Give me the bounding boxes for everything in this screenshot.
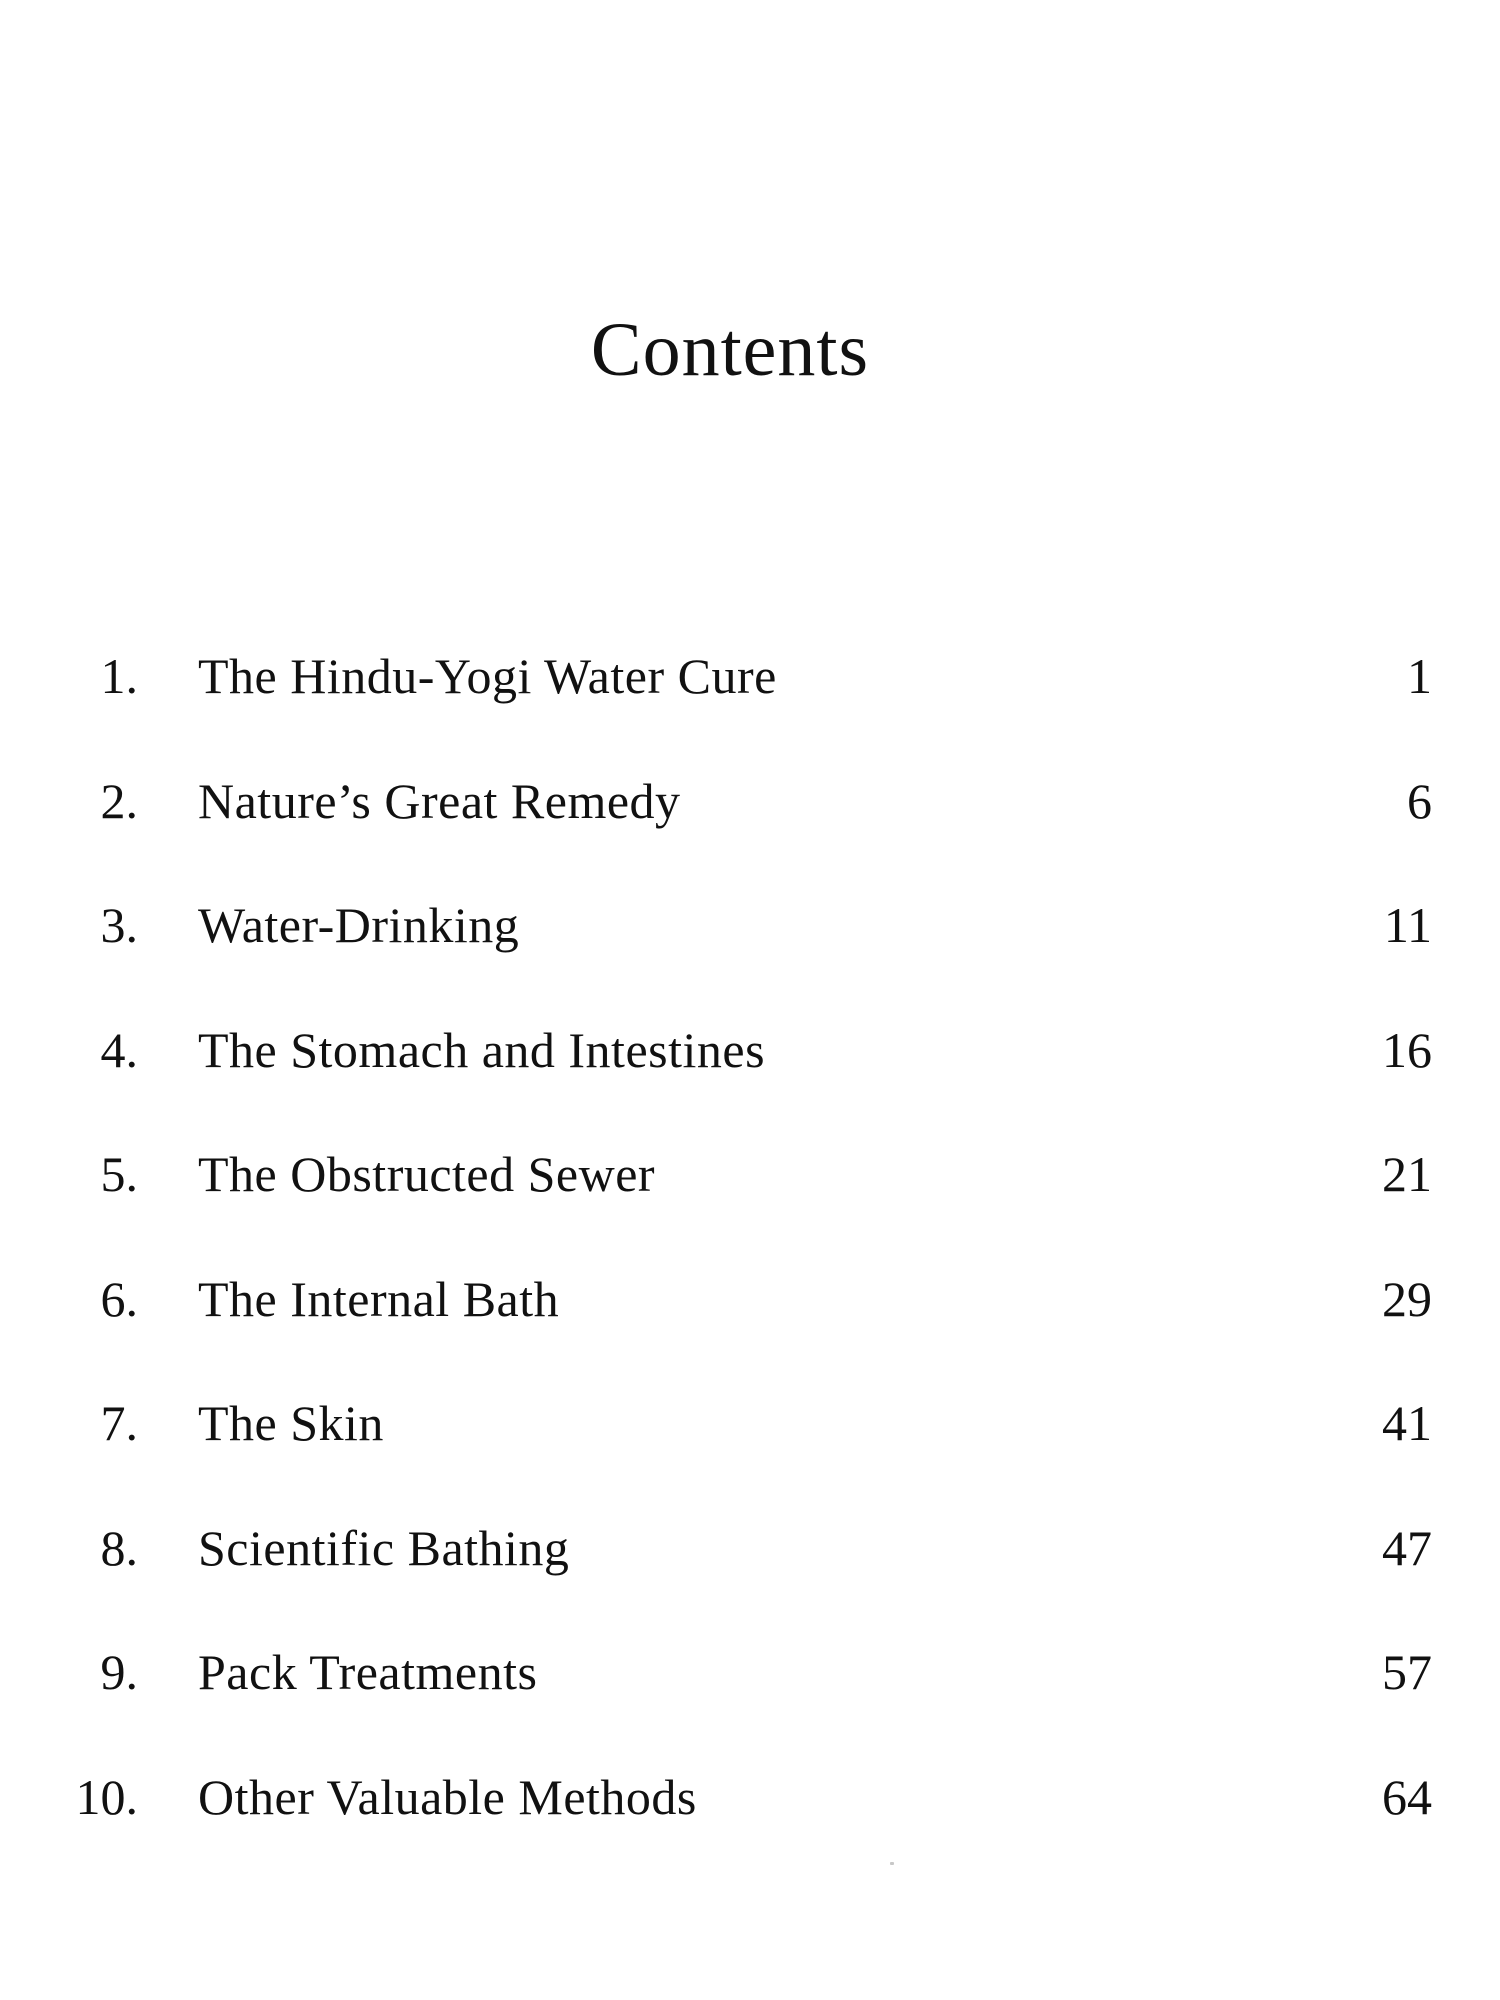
page-number: 16 <box>1382 1021 1432 1078</box>
chapter-number: 9. <box>100 1644 138 1700</box>
table-of-contents <box>0 640 1500 1885</box>
toc-entry <box>0 1263 1500 1388</box>
chapter-title: Other Valuable Methods <box>198 1768 697 1825</box>
toc-entry <box>0 640 1500 765</box>
page-number: 29 <box>1382 1270 1432 1327</box>
chapter-title: The Hindu-Yogi Water Cure <box>198 648 777 704</box>
toc-entry <box>0 1636 1500 1761</box>
scan-speck <box>890 1862 894 1865</box>
chapter-number: 3. <box>100 897 138 953</box>
toc-entry <box>0 1761 1500 1886</box>
chapter-title: Pack Treatments <box>198 1644 538 1700</box>
chapter-number: 2. <box>100 772 138 829</box>
chapter-number: 6. <box>100 1270 138 1327</box>
page-number: 11 <box>1383 897 1432 953</box>
chapter-title: Scientific Bathing <box>198 1519 570 1576</box>
chapter-title: The Skin <box>198 1395 384 1451</box>
chapter-number: 10. <box>75 1768 138 1825</box>
chapter-title: Nature’s Great Remedy <box>198 772 681 829</box>
chapter-number: 8. <box>100 1519 138 1576</box>
page-number: 21 <box>1382 1146 1432 1202</box>
chapter-title: Water-Drinking <box>198 897 520 953</box>
toc-entry <box>0 889 1500 1014</box>
page-number: 64 <box>1382 1768 1432 1825</box>
page-number: 6 <box>1407 772 1432 829</box>
page-number: 41 <box>1382 1395 1432 1451</box>
page-number: 47 <box>1382 1519 1432 1576</box>
toc-entry <box>0 1387 1500 1512</box>
chapter-number: 4. <box>100 1021 138 1078</box>
chapter-title: The Internal Bath <box>198 1270 560 1327</box>
toc-entry <box>0 765 1500 890</box>
chapter-number: 1. <box>100 648 138 704</box>
page-number: 1 <box>1407 648 1432 704</box>
toc-entry <box>0 1512 1500 1637</box>
toc-entry <box>0 1138 1500 1263</box>
page-title: Contents <box>590 308 870 392</box>
chapter-number: 5. <box>100 1146 138 1202</box>
page-number: 57 <box>1382 1644 1432 1700</box>
chapter-title: The Stomach and Intestines <box>198 1021 766 1078</box>
chapter-number: 7. <box>100 1395 138 1451</box>
toc-entry <box>0 1014 1500 1139</box>
chapter-title: The Obstructed Sewer <box>198 1146 656 1202</box>
